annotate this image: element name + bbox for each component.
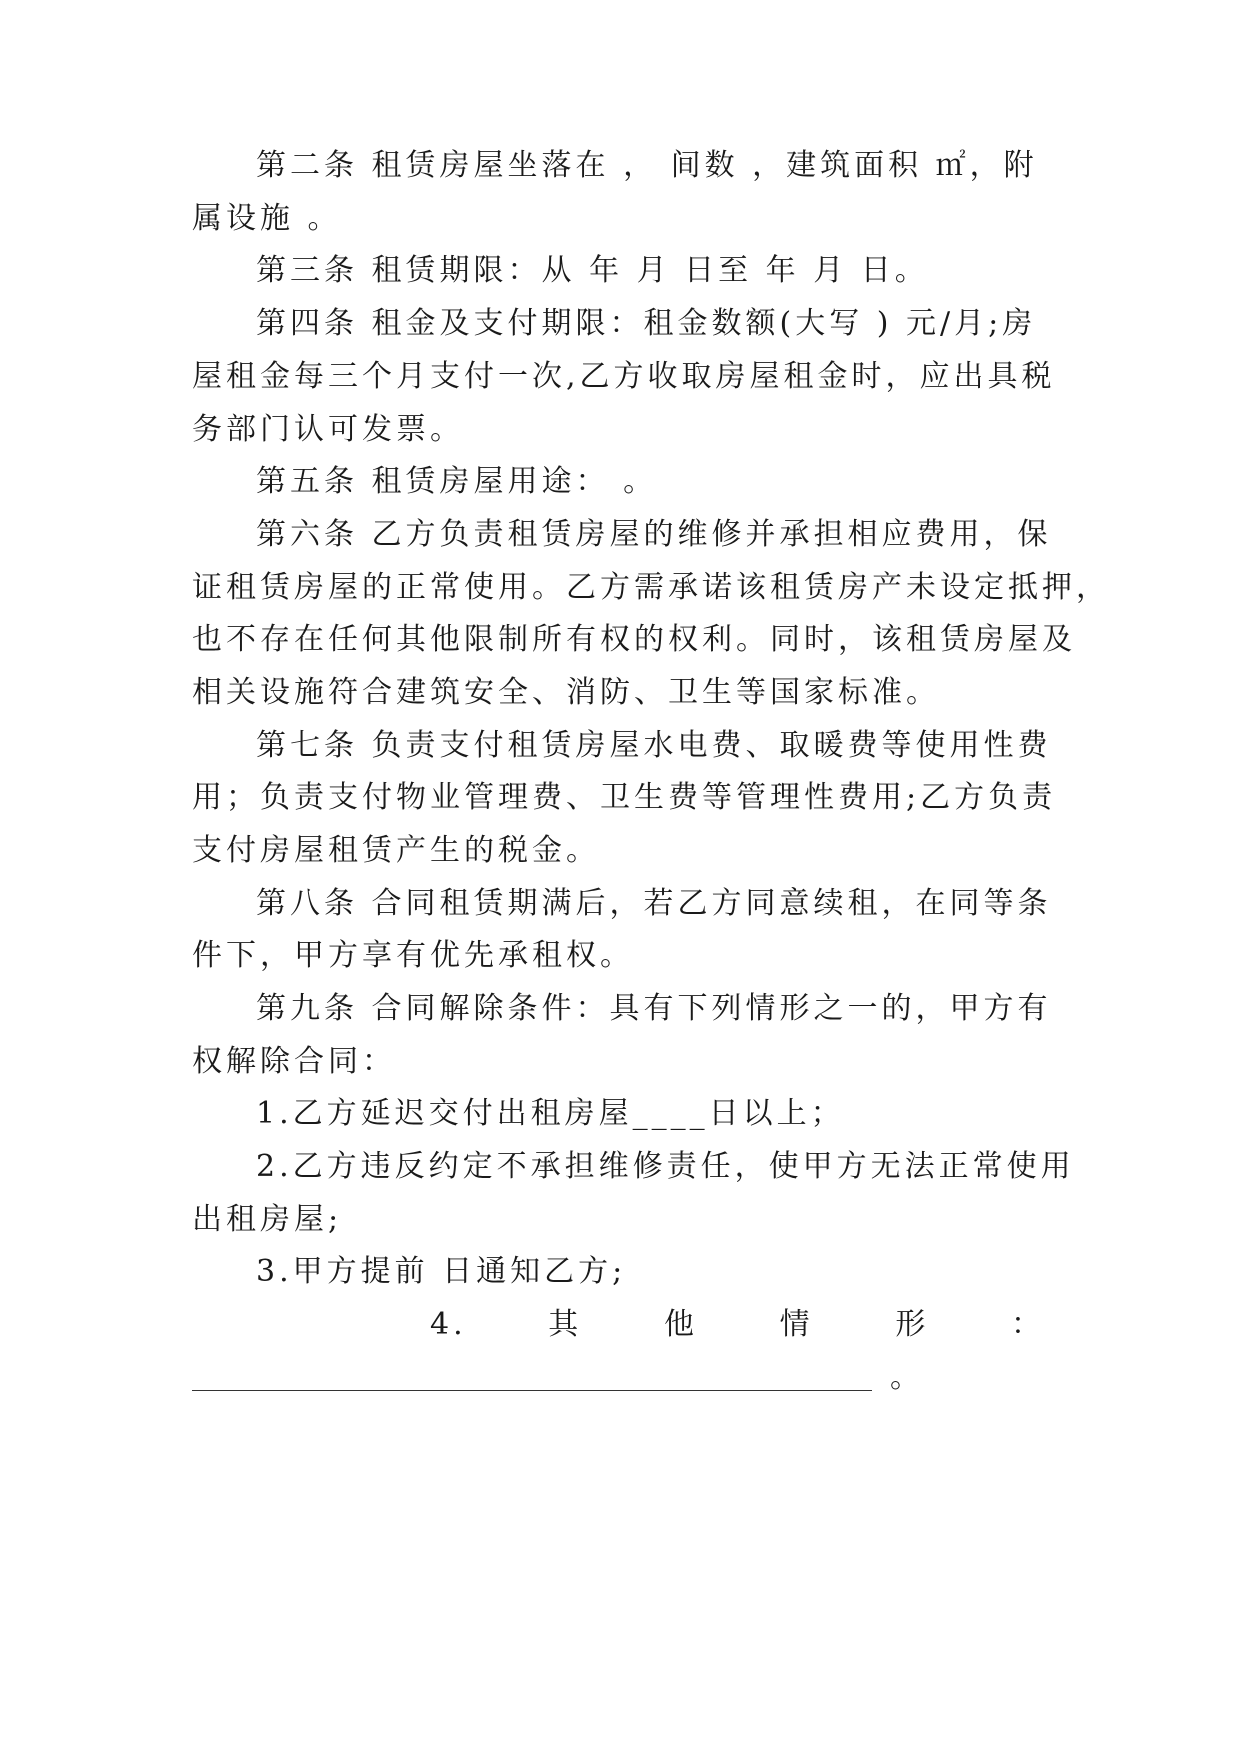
text-line: 出租房屋; xyxy=(192,1202,343,1237)
text-line: 也不存在任何其他限制所有权的权利。同时，该租赁房屋及 xyxy=(192,622,1076,657)
text-line: 第八条 合同租赁期满后，若乙方同意续租，在同等条 xyxy=(256,886,1052,921)
text-line: 第七条 负责支付租赁房屋水电费、取暖费等使用性费 xyxy=(256,728,1052,763)
text-line: 2.乙方违反约定不承担维修责任，使甲方无法正常使用 xyxy=(256,1149,1075,1184)
text-line: 证租赁房屋的正常使用。乙方需承诺该租赁房产未设定抵押， xyxy=(192,570,1110,605)
item-4-colon: ： xyxy=(1010,1307,1045,1342)
item-4-char: 形 xyxy=(895,1307,930,1342)
blank-fill-line xyxy=(192,1358,1047,1398)
item-4-line xyxy=(430,1305,1045,1345)
text-line: 相关设施符合建筑安全、消防、卫生等国家标准。 xyxy=(192,675,940,710)
text-line: 第四条 租金及支付期限：租金数额(大写 ) 元/月;房 xyxy=(256,306,1037,341)
text-line: 第六条 乙方负责租赁房屋的维修并承担相应费用，保 xyxy=(256,517,1052,552)
text-line: 第九条 合同解除条件：具有下列情形之一的，甲方有 xyxy=(256,991,1052,1026)
item-4-char: 其 xyxy=(548,1307,583,1342)
item-4-char: 他 xyxy=(663,1307,698,1342)
final-period: 。 xyxy=(890,1360,924,1395)
underline-blank xyxy=(192,1368,872,1391)
text-line: 务部门认可发票。 xyxy=(192,412,464,447)
text-line: 属设施 。 xyxy=(192,201,342,236)
text-line: 权解除合同： xyxy=(192,1044,396,1079)
text-line: 用；负责支付物业管理费、卫生费等管理性费用;乙方负责 xyxy=(192,780,1057,815)
text-line: 支付房屋租赁产生的税金。 xyxy=(192,833,600,868)
text-line: 件下，甲方享有优先承租权。 xyxy=(192,938,634,973)
text-line: 第三条 租赁期限：从 年 月 日至 年 月 日。 xyxy=(256,253,929,288)
text-line: 3.甲方提前 日通知乙方; xyxy=(256,1254,627,1289)
text-line: 1.乙方延迟交付出租房屋____日以上； xyxy=(256,1096,845,1131)
item-4-number: 4. xyxy=(430,1307,467,1342)
text-line: 第二条 租赁房屋坐落在 ， 间数 ，建筑面积 ㎡，附 xyxy=(256,148,1038,183)
item-4-char: 情 xyxy=(779,1307,814,1342)
text-line: 屋租金每三个月支付一次,乙方收取房屋租金时，应出具税 xyxy=(192,359,1056,394)
text-line: 第五条 租赁房屋用途： 。 xyxy=(256,464,658,499)
